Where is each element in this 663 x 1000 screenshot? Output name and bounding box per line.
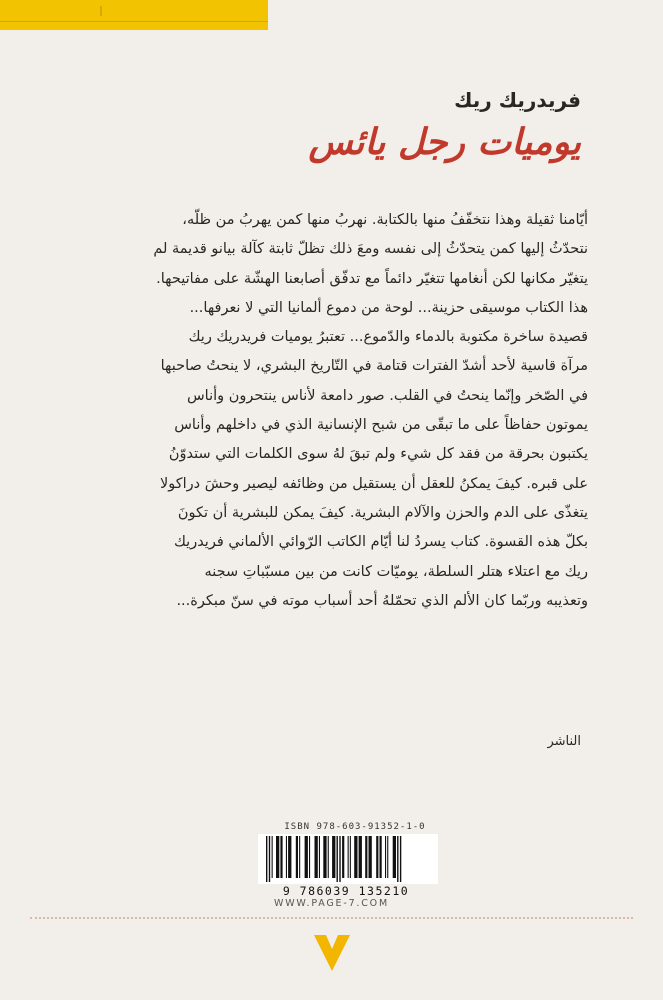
publisher-website: WWW.PAGE-7.COM [274,898,389,909]
barcode-digits: 9 786039 135210 [282,884,410,898]
barcode-bar [393,836,396,878]
blurb-line: يتغيّر مكانها لكن أنغامها تتغيّر دائماً مع تدفّق أصابعنا الهشّة على مفاتيحها. [156,270,588,287]
tab-tick [100,6,102,16]
blurb-line: في الصّخر وإنّما ينحتُ في القلب. صور دامعة لأناس ينتحرون وأناس [186,387,588,404]
barcode-bars [258,834,438,884]
blurb-line: على قبره. كيفَ يمكنُ للعقل أن يستقيل من وظائفه ليصير وحشَ دراكولا [159,475,588,492]
dotted-divider [30,917,633,919]
barcode-bar [380,836,382,878]
barcode-bar [315,836,318,878]
publisher-chevron-logo-icon [313,933,351,973]
barcode-bar [397,836,398,882]
blurb-line: يتغذّى على الدم والحزن والآلام البشرية. كيفَ يمكن للبشرية أن تكونَ [177,504,588,521]
blurb-line: مرآة قاسية لأحد أشدّ الفترات قتامة في التّاريخ البشري، لا ينحتُ صاحبها [160,358,588,375]
blurb-line: يكتبون بحرقة من فقد كل شيء ولم تبقَ لهُ سوى الكلمات التي ستدوّنُ [168,446,588,463]
barcode-bar [342,836,344,878]
publisher-label: الناشر [547,734,581,749]
blurb-line: بكلّ هذه القسوة. كتاب يسردُ لنا أيّام الكاتب الرّوائي الألماني فريدريك [173,534,588,551]
barcode-bar [266,836,267,882]
blurb-line: وتعذيبه وربّما كان الألم الذي تحمّلهُ أحد أسباب موته في سنّ مبكرة... [176,592,588,609]
publisher-logo [313,933,351,977]
barcode-bar [400,836,401,882]
barcode-bar [359,836,362,878]
barcode-bar [385,836,386,878]
barcode-bar [305,836,308,878]
top-yellow-tab [0,0,268,30]
blurb-line: قصيدة ساخرة مكتوبة بالدماء والدّموع... تعتبرُ يوميات فريدريك ريك [188,329,588,346]
barcode-bar [296,836,298,878]
blurb-line: ريك مع اعتلاء هتلر السلطة، يوميّات كانت من بين مسبّباتِ سجنه [204,563,588,580]
cover-header [309,88,582,164]
barcode-bar [332,836,335,878]
barcode-bar [369,836,372,878]
barcode-bar [323,836,326,878]
author-name: فريدريك ريك [454,88,581,112]
barcode-bar [269,836,270,882]
barcode-bar [319,836,320,878]
blurb-line: نتحدّثُ إليها كمن يتحدّثُ إلى نفسه ومعَ ذلك تظلّ ثابتة كآلة بيانو قديمة لم [153,241,588,258]
tab-rule [0,21,268,22]
barcode-bar [376,836,378,878]
barcode-bar [328,836,329,878]
barcode [258,834,438,884]
barcode-bar [339,836,340,882]
barcode-bar [365,836,367,878]
barcode-bar [299,836,300,878]
barcode-bar [350,836,351,878]
book-title: يوميات رجل يائس [308,121,581,163]
blurb-line: هذا الكتاب موسيقى حزينة... لوحة من دموع ألمانيا التي لا نعرفها... [189,299,588,316]
barcode-bar [276,836,279,878]
barcode-bar [387,836,388,878]
barcode-bar [348,836,349,878]
barcode-bar [280,836,282,878]
barcode-bar [286,836,287,878]
blurb-text [82,206,588,616]
barcode-bar [288,836,291,878]
blurb-line: يموتون حفاظاً على ما تبقّى من شبح الإنسانية الذي في داخلهم وأناس [174,417,588,434]
barcode-bar [337,836,338,882]
barcode-bar [309,836,310,878]
blurb-line: أيّامنا ثقيلة وهذا نتخفّفُ منها بالكتابة. نهربُ منها كمن يهربُ من ظلّه، [182,212,588,228]
barcode-bar [354,836,357,878]
barcode-bar [272,836,273,878]
isbn-label: ISBN 978-603-91352-1-0 [284,822,426,832]
